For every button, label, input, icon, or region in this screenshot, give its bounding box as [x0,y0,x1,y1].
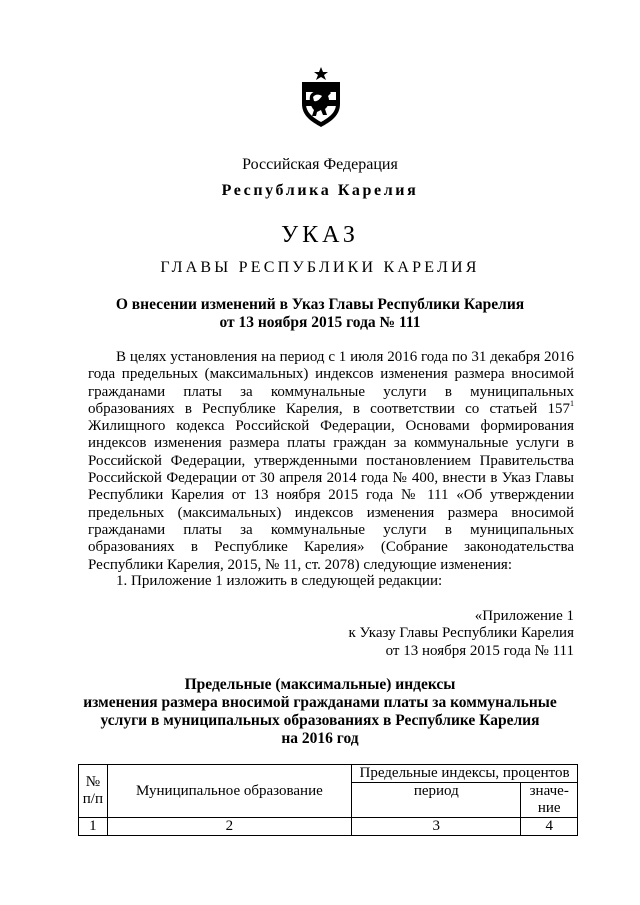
federation-line: Российская Федерация [242,156,398,173]
preamble-paragraph [88,349,574,574]
table-cell: 2 [107,818,351,836]
annex-line: «Приложение 1 [474,608,574,624]
preamble-text: Жилищного кодекса Российской Федерации, Основами формирования индексов изменения размера платы граждан за коммунальные услуги в Российской Федерации, утвержденными постановлением Правительства Российской Федерации от 30 апреля 2014 года № 400, внести в Указ Главы Республики Карелия от 13 ноября 2015 года № 111 «Об утверждении предельных (максимальных) индексов изменения размера вносимой гражданами платы за коммунальные услуги в муниципальных образованиях в Республике Карелия» (Собрание законодательства Республики Карелия, 2015, № 11, ст. 2078) следующие изменения: [88,418,574,573]
table-title-line: Предельные (максимальные) индексы [184,676,456,693]
head-of-republic-line: ГЛАВЫ РЕСПУБЛИКИ КАРЕЛИЯ [160,259,480,276]
table-cell: 1 [79,818,108,836]
col-header-number-line: № [85,774,101,790]
decree-subject [0,296,640,332]
table-title [0,676,640,748]
col-header-number-line: п/п [82,791,103,807]
republic-line: Республика Карелия [221,182,419,199]
annex-line: от 13 ноября 2015 года № 111 [385,642,574,659]
table-title-line: услуги в муниципальных образованиях в Республике Карелия [100,712,540,729]
preamble-text: В целях установления на период с 1 июля 2016 года по 31 декабря 2016 года предельных (максимальных) индексов изменения размера вносимой гражданами платы за коммунальные услуги в муниципальных образованиях в Республике Карелия, в соответствии со статьей 157 [88,349,574,417]
table-cell: 3 [352,818,521,836]
indices-table [78,764,578,836]
annex-reference [348,608,574,660]
decree-subject-line: от 13 ноября 2015 года № 111 [219,314,421,331]
karelia-coat-of-arms-icon [298,66,344,128]
col-header-indices: Предельные индексы, процентов [352,765,578,783]
table-row [79,818,578,836]
col-header-period: период [352,783,521,818]
col-header-municipality: Муниципальное образование [107,765,351,818]
col-header-value [521,783,578,818]
col-header-number [79,765,108,818]
decree-title: УКАЗ [281,222,359,248]
col-header-value-line: ние [537,800,561,816]
table-title-line: на 2016 год [281,730,359,747]
table-cell: 4 [521,818,578,836]
annex-line: к Указу Главы Республики Карелия [348,625,574,642]
col-header-value-line: значе- [529,783,569,799]
decree-subject-line: О внесении изменений в Указ Главы Республики Карелия [115,296,525,313]
article-superscript: 1 [570,398,574,408]
amendment-item-1: 1. Приложение 1 изложить в следующей редакции: [116,573,443,589]
table-title-line: изменения размера вносимой гражданами платы за коммунальные [83,694,557,711]
